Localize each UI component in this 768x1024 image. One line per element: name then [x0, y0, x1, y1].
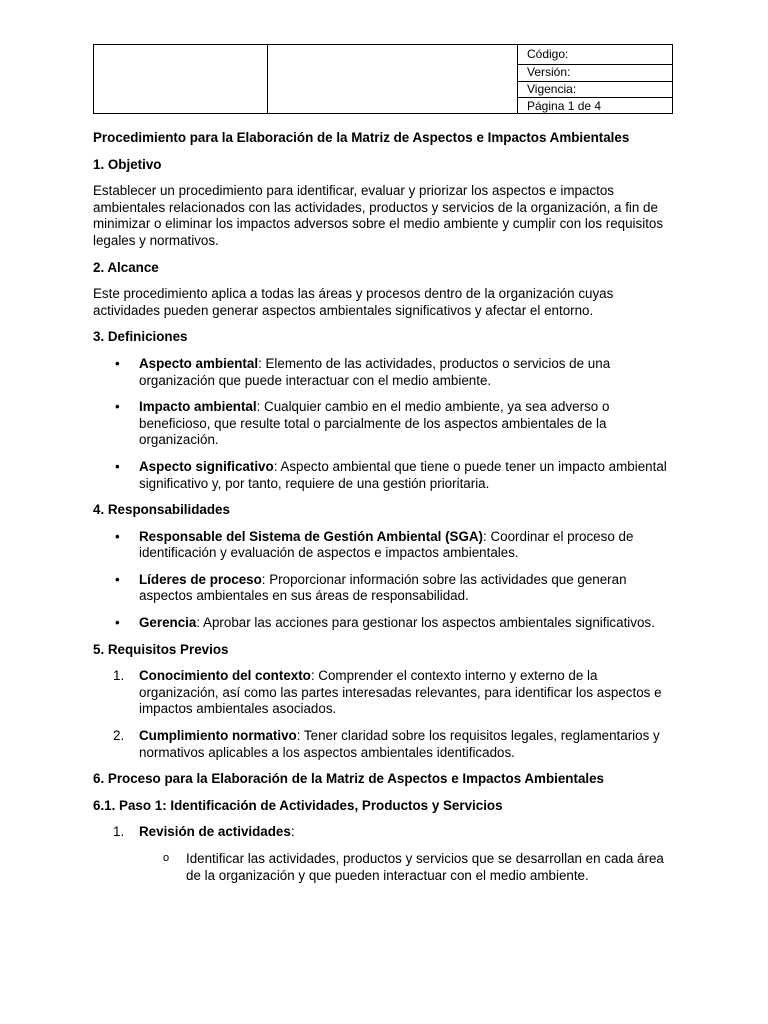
responsibility-role: Líderes de proceso: [139, 571, 262, 587]
bullet-marker: •: [115, 615, 120, 631]
number-marker: 1.: [113, 824, 125, 840]
list-item: [93, 615, 673, 632]
list-item: [93, 529, 673, 562]
header-logo-cell: [94, 45, 268, 113]
responsibility-text: : Coordinar el proceso de identificación y evaluación de aspectos e impactos ambientales.: [139, 528, 634, 561]
sub-item-text: Identificar las actividades, productos y servicios que se desarrollan en cada área de la organización y que pueden interactuar con el medio ambiente.: [186, 851, 664, 883]
list-item: [93, 824, 673, 841]
step-term: Revisión de actividades: [139, 824, 291, 840]
definition-term: Aspecto significativo: [139, 458, 274, 474]
definition-text: : Elemento de las actividades, productos o servicios de una organización que puede interactuar con el medio ambiente.: [139, 355, 611, 388]
circle-marker: o: [163, 852, 170, 864]
number-marker: 1.: [113, 668, 125, 684]
section-paragraph: Establecer un procedimiento para identificar, evaluar y priorizar los aspectos e impactos ambientales relacionados con las actividades, productos y servicios de la organización, a fin de minimizar o eliminar los impactos adversos sobre el medio ambiente y cumplir con los requisitos legales y normativos.: [93, 183, 664, 248]
number-marker: 2.: [113, 728, 125, 744]
prerequisite-term: Conocimiento del contexto: [139, 668, 311, 684]
prerequisite-term: Cumplimiento normativo: [139, 728, 297, 744]
section-heading: 4. Responsabilidades: [93, 502, 230, 518]
responsibility-text: : Aprobar las acciones para gestionar los aspectos ambientales significativos.: [196, 615, 655, 631]
step-sublist: [93, 851, 673, 884]
list-item: [93, 728, 673, 761]
definition-text: : Cualquier cambio en el medio ambiente, ya sea adverso o beneficioso, que resulte total o parcialmente de los aspectos ambientales de la organización.: [139, 399, 610, 448]
prerequisite-text: : Tener claridad sobre los requisitos legales, reglamentarios y normativos aplicables a los aspectos ambientales identificados.: [139, 728, 660, 760]
definition-term: Aspecto ambiental: [139, 355, 259, 371]
header-control-cell: [518, 45, 672, 113]
header-title-cell: [268, 45, 518, 113]
definitions-list: [93, 356, 673, 492]
list-item: [93, 356, 673, 389]
step-text: :: [290, 824, 295, 840]
bullet-marker: •: [115, 571, 120, 587]
prerequisites-list: [93, 668, 673, 761]
section-heading: 2. Alcance: [93, 259, 159, 275]
document-title: Procedimiento para la Elaboración de la Matriz de Aspectos e Impactos Ambientales: [93, 130, 630, 145]
responsibility-role: Gerencia: [139, 615, 197, 631]
bullet-marker: •: [115, 458, 120, 474]
section-paragraph: Este procedimiento aplica a todas las áreas y procesos dentro de la organización cuyas actividades pueden generar aspectos ambientales significativos y afectar el entorno.: [93, 286, 614, 318]
list-item: [93, 399, 673, 449]
list-item: [93, 668, 673, 718]
section-heading: 3. Definiciones: [93, 329, 188, 345]
list-item: [93, 572, 673, 605]
section-heading: 1. Objetivo: [93, 156, 162, 172]
header-vigencia: Vigencia:: [518, 82, 672, 98]
document-body: [93, 130, 673, 894]
bullet-marker: •: [115, 528, 120, 544]
subsection-heading: 6.1. Paso 1: Identificación de Actividades, Productos y Servicios: [93, 797, 503, 813]
list-item: [93, 459, 673, 492]
bullet-marker: •: [115, 355, 120, 371]
responsibility-role: Responsable del Sistema de Gestión Ambiental (SGA): [139, 528, 484, 544]
prerequisite-text: : Comprender el contexto interno y externo de la organización, así como las partes interesadas relevantes, para identificar los aspectos e impactos ambientales asociados.: [139, 668, 662, 717]
definition-text: : Aspecto ambiental que tiene o puede tener un impacto ambiental significativo y, por tanto, requiere de una gestión prioritaria.: [139, 458, 667, 491]
list-item: [93, 851, 673, 884]
section-heading: 6. Proceso para la Elaboración de la Matriz de Aspectos e Impactos Ambientales: [93, 771, 605, 787]
responsibility-text: : Proporcionar información sobre las actividades que generan aspectos ambientales en sus áreas de responsabilidad.: [139, 571, 627, 604]
step-list: [93, 824, 673, 841]
document-header-table: [93, 44, 673, 114]
header-codigo: Código:: [518, 47, 672, 65]
header-version: Versión:: [518, 65, 672, 82]
section-heading: 5. Requisitos Previos: [93, 641, 229, 657]
definition-term: Impacto ambiental: [139, 399, 257, 415]
responsibilities-list: [93, 529, 673, 632]
header-pagina: Página 1 de 4: [527, 99, 602, 113]
bullet-marker: •: [115, 399, 120, 415]
